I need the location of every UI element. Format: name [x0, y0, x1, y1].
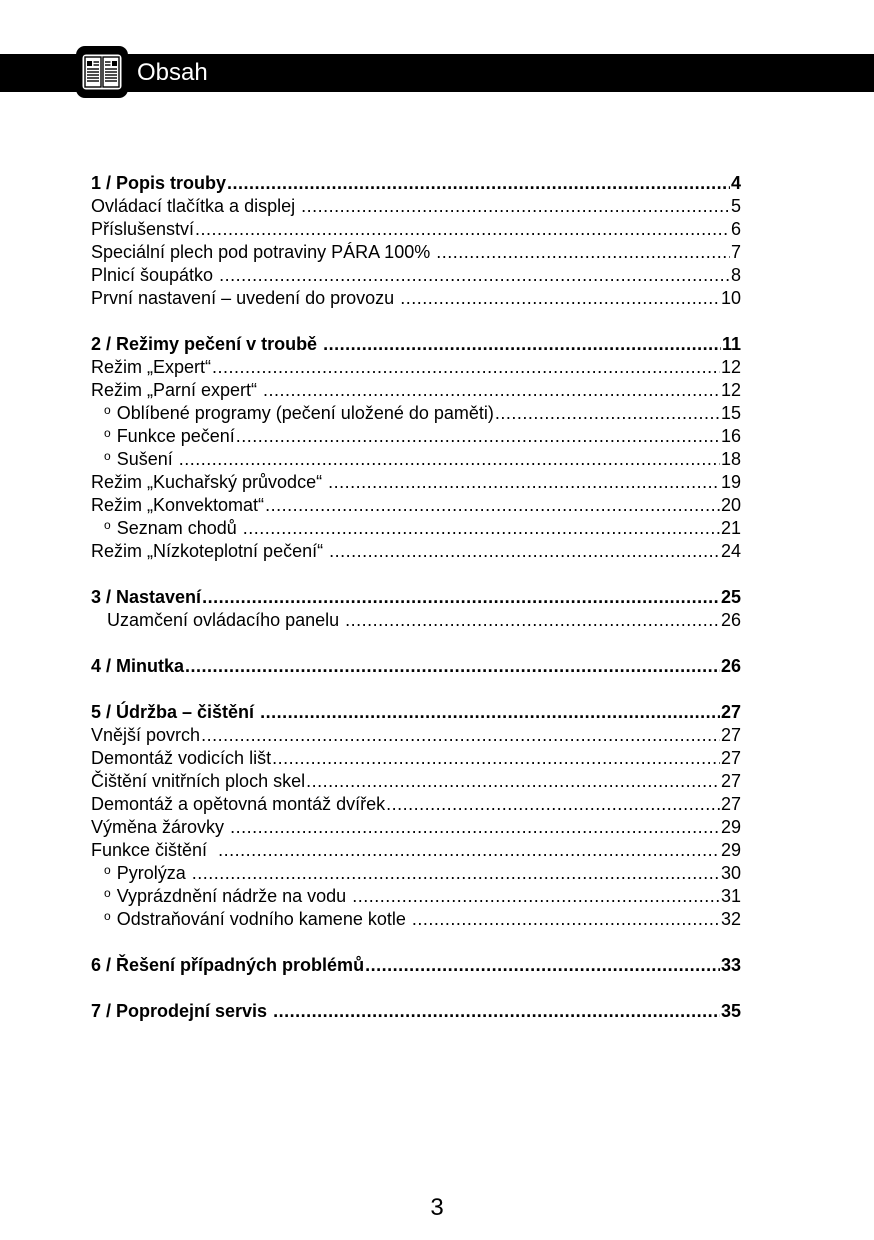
toc-page-number: 6 — [730, 219, 741, 239]
toc-section-row — [91, 333, 741, 356]
toc-row — [91, 885, 741, 908]
toc-page-number: 27 — [720, 702, 741, 722]
toc-label: Režim „Nízkoteplotní pečení“ — [91, 541, 329, 561]
toc-page-number: 27 — [720, 794, 741, 814]
bullet-icon: o — [104, 863, 111, 877]
toc-page-number: 29 — [720, 817, 741, 837]
toc-label: 1 / Popis trouby — [91, 173, 227, 193]
toc-page-number: 4 — [730, 173, 741, 193]
toc-label: Režim „Kuchařský průvodce“ — [91, 472, 328, 492]
toc-section-row — [91, 1000, 741, 1023]
dot-leader — [265, 494, 720, 517]
toc-label: Speciální plech pod potraviny PÁRA 100% — [91, 242, 436, 262]
toc-label: První nastavení – uvedení do provozu — [91, 288, 400, 308]
dot-leader — [328, 471, 720, 494]
page-number: 3 — [430, 1194, 444, 1221]
toc-label: 6 / Řešení případných problémů — [91, 955, 365, 975]
toc-row — [91, 264, 741, 287]
dot-leader — [201, 724, 720, 747]
dot-leader — [192, 862, 720, 885]
toc-label: Funkce čištění — [91, 840, 218, 860]
book-icon — [76, 46, 128, 98]
toc-label: Plnicí šoupátko — [91, 265, 219, 285]
toc-page-number: 32 — [720, 909, 741, 929]
toc-label: Čištění vnitřních ploch skel — [91, 771, 306, 791]
toc-page-number: 19 — [720, 472, 741, 492]
dot-leader — [227, 172, 730, 195]
toc-row — [91, 494, 741, 517]
toc-section-row — [91, 586, 741, 609]
toc-label: Oblíbené programy (pečení uložené do paměti) — [116, 403, 494, 423]
toc-label: 2 / Režimy pečení v troubě — [91, 334, 323, 354]
dot-leader — [329, 540, 720, 563]
toc-page-number: 15 — [720, 403, 741, 423]
toc-row — [91, 839, 741, 862]
toc-label: Příslušenství — [91, 219, 195, 239]
toc-page-number: 31 — [720, 886, 741, 906]
toc-row — [91, 816, 741, 839]
toc-row — [91, 287, 741, 310]
dot-leader — [365, 954, 720, 977]
toc-section-row — [91, 701, 741, 724]
toc-label: Seznam chodů — [116, 518, 242, 538]
toc-page-number: 8 — [730, 265, 741, 285]
toc-page-number: 33 — [720, 955, 741, 975]
page-title: Obsah — [137, 59, 208, 86]
toc-row — [91, 356, 741, 379]
toc-row — [91, 540, 741, 563]
toc-row — [91, 241, 741, 264]
toc-label: 5 / Údržba – čištění — [91, 702, 260, 722]
toc-label: Vnější povrch — [91, 725, 201, 745]
bullet-icon: o — [104, 426, 111, 440]
toc-label: Pyrolýza — [116, 863, 191, 883]
toc-page-number: 30 — [720, 863, 741, 883]
dot-leader — [273, 1000, 720, 1023]
header-bar — [0, 54, 874, 92]
toc-page-number: 29 — [720, 840, 741, 860]
toc-label: Režim „Konvektomat“ — [91, 495, 265, 515]
toc-page-number: 24 — [720, 541, 741, 561]
toc-page-number: 21 — [720, 518, 741, 538]
dot-leader — [185, 655, 720, 678]
dot-leader — [306, 770, 720, 793]
toc-page-number: 18 — [720, 449, 741, 469]
toc-row — [91, 402, 741, 425]
toc-row — [91, 448, 741, 471]
toc-row — [91, 517, 741, 540]
dot-leader — [243, 517, 720, 540]
toc-label: Ovládací tlačítka a displej — [91, 196, 301, 216]
toc-row — [91, 379, 741, 402]
toc-row — [91, 724, 741, 747]
toc-label: Odstraňování vodního kamene kotle — [116, 909, 411, 929]
toc-label: Demontáž vodicích lišt — [91, 748, 272, 768]
toc-label: Uzamčení ovládacího panelu — [107, 610, 345, 630]
dot-leader — [218, 839, 720, 862]
toc-page-number: 27 — [720, 771, 741, 791]
toc-page-number: 5 — [730, 196, 741, 216]
dot-leader — [202, 586, 720, 609]
toc-section-row — [91, 954, 741, 977]
dot-leader — [263, 379, 720, 402]
toc-label: Demontáž a opětovná montáž dvířek — [91, 794, 386, 814]
toc-row — [91, 770, 741, 793]
toc-page-number: 27 — [720, 748, 741, 768]
toc-row — [91, 218, 741, 241]
dot-leader — [352, 885, 720, 908]
table-of-contents — [91, 172, 741, 1023]
toc-label: Funkce pečení — [116, 426, 235, 446]
toc-label: 7 / Poprodejní servis — [91, 1001, 273, 1021]
toc-page-number: 26 — [720, 656, 741, 676]
dot-leader — [412, 908, 720, 931]
dot-leader — [195, 218, 730, 241]
toc-label: Vyprázdnění nádrže na vodu — [116, 886, 352, 906]
dot-leader — [386, 793, 720, 816]
toc-row — [91, 471, 741, 494]
toc-page-number: 12 — [720, 380, 741, 400]
bullet-icon: o — [104, 909, 111, 923]
dot-leader — [345, 609, 720, 632]
bullet-icon: o — [104, 403, 111, 417]
dot-leader — [495, 402, 720, 425]
toc-label: Režim „Expert“ — [91, 357, 212, 377]
dot-leader — [400, 287, 720, 310]
toc-row — [91, 862, 741, 885]
toc-section-row — [91, 172, 741, 195]
toc-row — [91, 609, 741, 632]
toc-section-row — [91, 655, 741, 678]
dot-leader — [260, 701, 720, 724]
dot-leader — [219, 264, 730, 287]
toc-label: 4 / Minutka — [91, 656, 185, 676]
toc-row — [91, 793, 741, 816]
toc-label: 3 / Nastavení — [91, 587, 202, 607]
toc-page-number: 11 — [721, 334, 741, 354]
toc-page-number: 12 — [720, 357, 741, 377]
toc-page-number: 27 — [720, 725, 741, 745]
toc-row — [91, 747, 741, 770]
bullet-icon: o — [104, 449, 111, 463]
toc-row — [91, 195, 741, 218]
bullet-icon: o — [104, 886, 111, 900]
toc-page-number: 7 — [730, 242, 741, 262]
toc-page-number: 35 — [720, 1001, 741, 1021]
toc-label: Výměna žárovky — [91, 817, 230, 837]
dot-leader — [212, 356, 720, 379]
dot-leader — [179, 448, 720, 471]
dot-leader — [301, 195, 730, 218]
toc-page-number: 16 — [720, 426, 741, 446]
toc-page-number: 10 — [720, 288, 741, 308]
dot-leader — [230, 816, 720, 839]
dot-leader — [323, 333, 721, 356]
toc-page-number: 20 — [720, 495, 741, 515]
toc-label: Režim „Parní expert“ — [91, 380, 263, 400]
toc-row — [91, 908, 741, 931]
dot-leader — [272, 747, 720, 770]
toc-label: Sušení — [116, 449, 178, 469]
bullet-icon: o — [104, 518, 111, 532]
toc-page-number: 25 — [720, 587, 741, 607]
dot-leader — [436, 241, 730, 264]
toc-page-number: 26 — [720, 610, 741, 630]
dot-leader — [236, 425, 720, 448]
toc-row — [91, 425, 741, 448]
